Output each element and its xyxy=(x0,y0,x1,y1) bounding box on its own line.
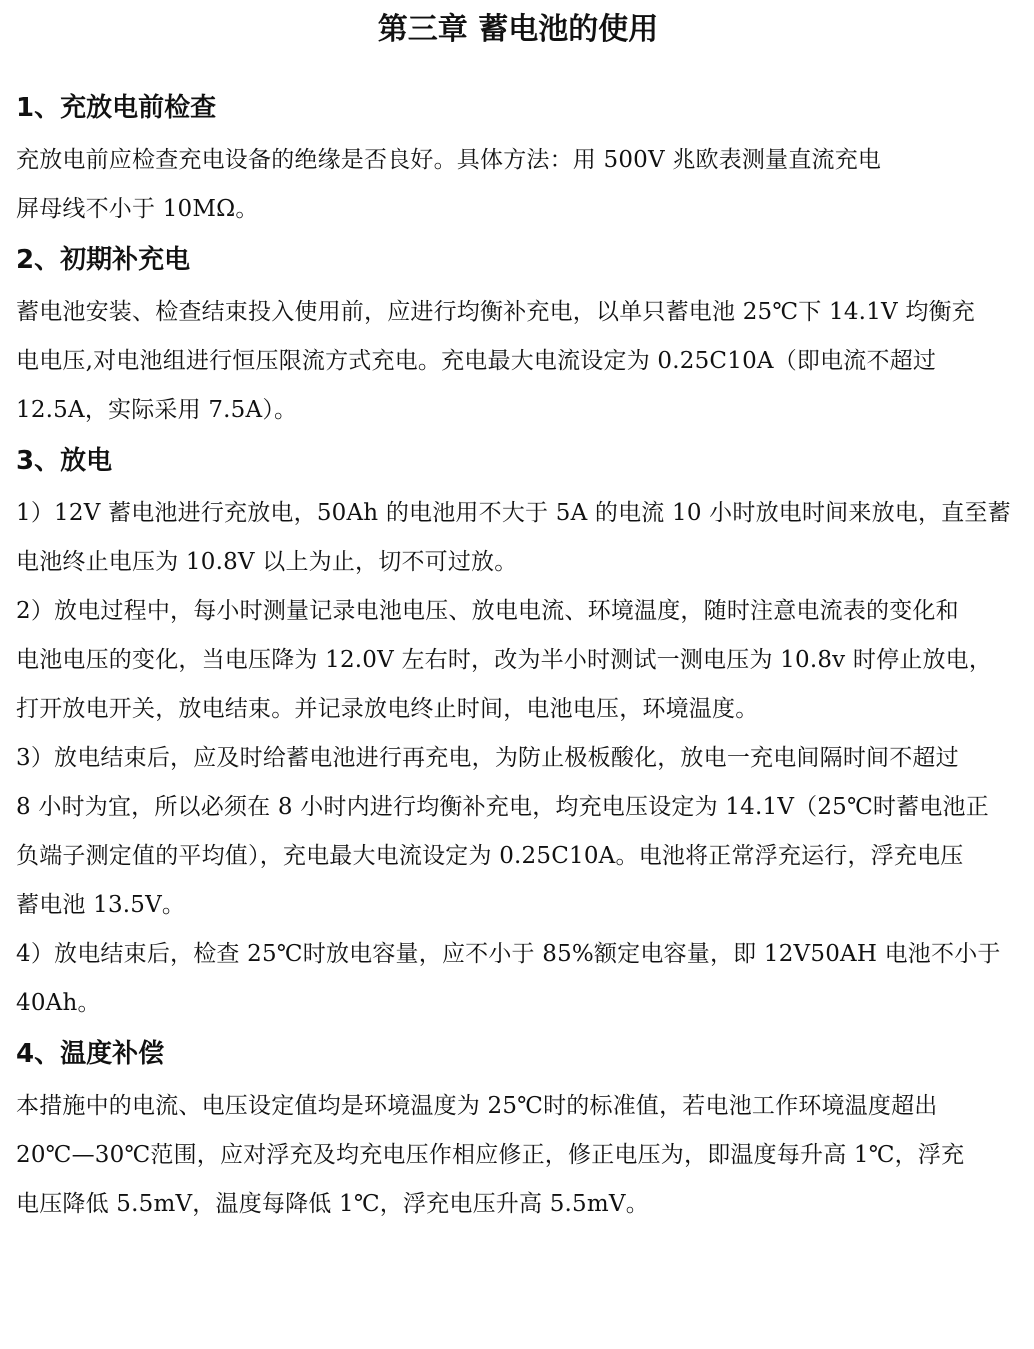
text-line: 40Ah。 xyxy=(16,990,101,1016)
paragraph xyxy=(16,734,1020,930)
text-line: 电池电压的变化，当电压降为 12.0V 左右时，改为半小时测试一测电压为 10.8v 时停止放电， xyxy=(16,647,993,673)
text-line: 3）放电结束后，应及时给蓄电池进行再充电，为防止极板酸化，放电一充电间隔时间不超过 xyxy=(16,745,959,771)
paragraph xyxy=(16,489,1020,587)
paragraph xyxy=(16,288,1020,435)
paragraph xyxy=(16,930,1020,1028)
text-line: 蓄电池安装、检查结束投入使用前，应进行均衡补充电，以单只蓄电池 25℃下 14.1V 均衡充 xyxy=(16,299,975,325)
text-line: 20℃—30℃范围，应对浮充及均充电压作相应修正，修正电压为，即温度每升高 1℃，浮充 xyxy=(16,1142,965,1168)
section-heading: 4、温度补偿 xyxy=(16,1039,165,1069)
text-line: 负端子测定值的平均值），充电最大电流设定为 0.25C10A。电池将正常浮充运行，浮充电压 xyxy=(16,843,964,869)
text-line: 打开放电开关，放电结束。并记录放电终止时间，电池电压，环境温度。 xyxy=(16,696,759,722)
section-initial-charge xyxy=(16,240,1020,435)
text-line: 8 小时为宜，所以必须在 8 小时内进行均衡补充电，均充电压设定为 14.1V（25℃时蓄电池正 xyxy=(16,794,989,820)
chapter-title: 第三章 蓄电池的使用 xyxy=(377,12,659,47)
text-line: 2）放电过程中，每小时测量记录电池电压、放电电流、环境温度，随时注意电流表的变化和 xyxy=(16,598,959,624)
section-pre-charge-check xyxy=(16,88,1020,234)
text-line: 本措施中的电流、电压设定值均是环境温度为 25℃时的标准值，若电池工作环境温度超出 xyxy=(16,1093,938,1119)
text-line: 电压降低 5.5mV，温度每降低 1℃，浮充电压升高 5.5mV。 xyxy=(16,1191,649,1217)
text-line: 电池终止电压为 10.8V 以上为止，切不可过放。 xyxy=(16,549,518,575)
text-line: 电电压,对电池组进行恒压限流方式充电。充电最大电流设定为 0.25C10A（即电流不超过 xyxy=(16,348,937,374)
text-line: 蓄电池 13.5V。 xyxy=(16,892,186,918)
section-discharge xyxy=(16,441,1020,1028)
paragraph xyxy=(16,587,1020,734)
text-line: 屏母线不小于 10MΩ。 xyxy=(16,196,259,222)
paragraph xyxy=(16,1082,1020,1229)
section-heading: 2、初期补充电 xyxy=(16,245,191,275)
section-temperature-compensation xyxy=(16,1034,1020,1229)
text-line: 4）放电结束后，检查 25℃时放电容量，应不小于 85%额定电容量，即 12V50AH 电池不小于 xyxy=(16,941,1001,967)
document-page xyxy=(16,0,1020,1229)
text-line: 1）12V 蓄电池进行充放电，50Ah 的电池用不大于 5A 的电流 10 小时放电时间来放电，直至蓄 xyxy=(16,500,1011,526)
text-line: 充放电前应检查充电设备的绝缘是否良好。具体方法：用 500V 兆欧表测量直流充电 xyxy=(16,147,882,173)
section-heading: 3、放电 xyxy=(16,446,113,476)
section-heading: 1、充放电前检查 xyxy=(16,93,217,123)
paragraph xyxy=(16,136,1020,234)
text-line: 12.5A，实际采用 7.5A）。 xyxy=(16,397,298,423)
